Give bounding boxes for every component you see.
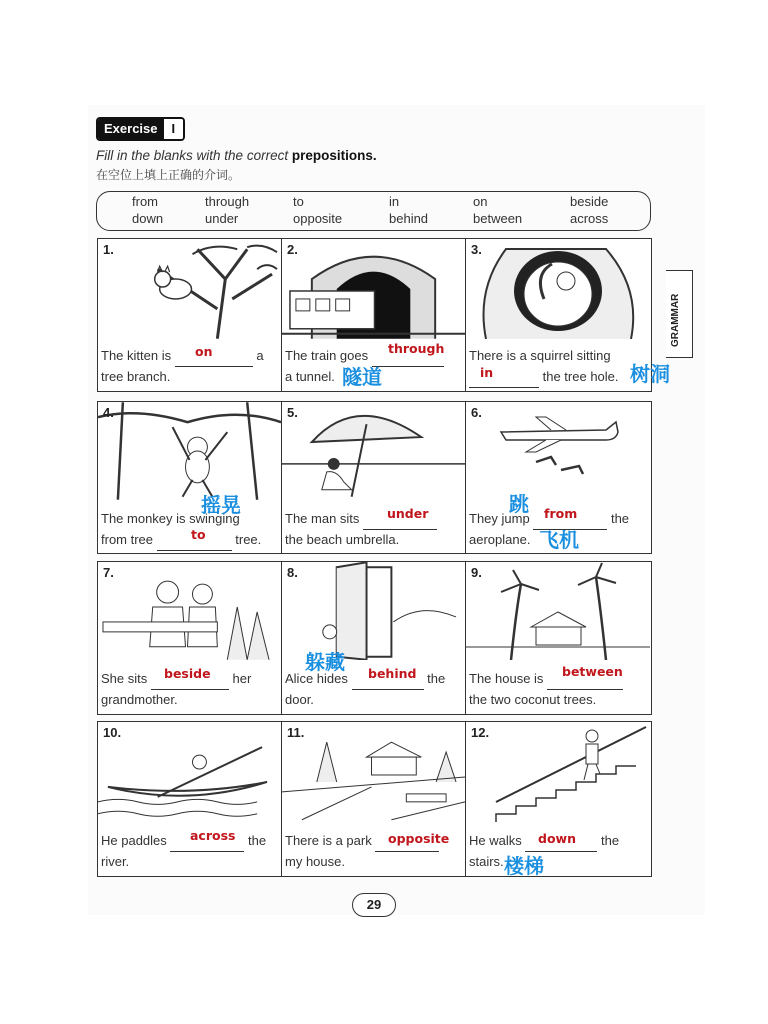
handwritten-answer: from — [544, 506, 578, 521]
item-number: 4. — [103, 405, 114, 420]
exercise-item — [98, 402, 282, 553]
aeroplane-skydivers-illustration — [466, 402, 650, 500]
word-bank-item: down — [132, 211, 164, 226]
side-tab-label: GRAMMAR — [670, 293, 681, 347]
handwritten-answer: beside — [164, 666, 211, 681]
handwritten-answer: to — [191, 527, 206, 542]
item-sentence-line2: grandmother. — [101, 692, 178, 707]
exercise-row-1 — [97, 238, 652, 392]
item-sentence-line1: The monkey is swinging — [101, 511, 240, 526]
item-sentence-line1: They jump the — [469, 508, 629, 530]
item-number: 2. — [287, 242, 298, 257]
page-number: 29 — [352, 893, 396, 917]
exercise-row-3 — [97, 561, 652, 715]
exercise-number: I — [164, 119, 184, 139]
exercise-item — [98, 239, 282, 391]
item-sentence-line2: tree branch. — [101, 369, 171, 384]
item-sentence-line2: my house. — [285, 854, 345, 869]
item-number: 12. — [471, 725, 490, 740]
word-bank-item: on — [473, 194, 488, 209]
girl-beside-grandmother-illustration — [98, 562, 281, 660]
house-between-trees-illustration — [466, 562, 650, 660]
item-sentence-line1: The house is — [469, 668, 623, 690]
instructions-chinese: 在空位上填上正确的介词。 — [96, 168, 241, 182]
train-tunnel-illustration — [282, 239, 465, 339]
item-number: 5. — [287, 405, 298, 420]
item-sentence-line2: stairs. — [469, 854, 504, 869]
kitten-on-branch-illustration — [98, 239, 281, 339]
exercise-item — [282, 239, 466, 391]
boy-walking-down-stairs-illustration — [466, 722, 650, 822]
chinese-note: 树洞 — [630, 362, 670, 386]
item-sentence-line1: Alice hides the — [285, 668, 445, 690]
handwritten-answer: through — [388, 341, 445, 356]
instructions-bold: prepositions. — [291, 148, 377, 163]
item-sentence-line1: He paddles the — [101, 830, 266, 852]
item-sentence-line1: She sits her — [101, 668, 251, 690]
item-sentence-line2: door. — [285, 692, 314, 707]
handwritten-answer: between — [562, 664, 623, 679]
instructions — [96, 148, 377, 163]
exercise-item — [98, 722, 282, 876]
exercise-item — [282, 562, 466, 714]
chinese-note: 飞机 — [539, 528, 579, 552]
item-sentence-line2: the two coconut trees. — [469, 692, 597, 707]
exercise-item — [466, 402, 650, 553]
grammar-side-tab — [666, 270, 693, 358]
exercise-row-2 — [97, 401, 652, 554]
item-sentence-line2: a tunnel. — [285, 369, 335, 384]
word-bank-item: to — [293, 194, 304, 209]
man-paddling-canoe-illustration — [98, 722, 281, 822]
item-sentence-line1: The train goes — [285, 345, 444, 367]
item-number: 9. — [471, 565, 482, 580]
chinese-note: 跳 — [509, 492, 529, 516]
item-sentence-line1: There is a squirrel sitting — [469, 348, 611, 363]
word-bank — [96, 191, 651, 231]
handwritten-answer: behind — [368, 666, 417, 681]
monkey-swinging-illustration — [98, 402, 281, 500]
word-bank-item: behind — [389, 211, 429, 226]
squirrel-tree-hole-illustration — [466, 239, 650, 339]
word-bank-item: beside — [570, 194, 609, 209]
word-bank-item: under — [205, 211, 239, 226]
exercise-item — [466, 722, 650, 876]
item-number: 11. — [287, 725, 305, 740]
item-sentence-line1: There is a park — [285, 830, 439, 852]
item-sentence-line1: The man sits — [285, 508, 437, 530]
exercise-item — [282, 722, 466, 876]
exercise-item — [98, 562, 282, 714]
beach-umbrella-illustration — [282, 402, 465, 500]
exercise-row-4 — [97, 721, 652, 877]
item-number: 10. — [103, 725, 122, 740]
chinese-note: 隧道 — [342, 365, 382, 389]
handwritten-answer: on — [195, 344, 213, 359]
item-sentence-line2: aeroplane. — [469, 532, 531, 547]
item-number: 6. — [471, 405, 482, 420]
item-number: 3. — [471, 242, 482, 257]
item-sentence-line2: from tree tree. — [101, 529, 261, 551]
item-sentence-line1: He walks the — [469, 830, 619, 852]
item-number: 7. — [103, 565, 114, 580]
word-bank-item: across — [570, 211, 609, 226]
exercise-item — [466, 239, 650, 391]
handwritten-answer: down — [538, 831, 576, 846]
word-bank-item: opposite — [293, 211, 343, 226]
exercise-badge — [96, 117, 185, 141]
item-sentence-line2: the beach umbrella. — [285, 532, 400, 547]
word-bank-item: in — [389, 194, 400, 209]
item-sentence-line1: The kitten is a — [101, 345, 264, 367]
word-bank-item: from — [132, 194, 158, 209]
exercise-item — [466, 562, 650, 714]
item-number: 1. — [103, 242, 114, 257]
word-bank-item: through — [205, 194, 250, 209]
instructions-text: Fill in the blanks with the correct — [96, 148, 292, 163]
answer-blank[interactable] — [175, 345, 253, 367]
handwritten-answer: under — [387, 506, 429, 521]
chinese-note: 摇晃 — [201, 493, 241, 517]
item-sentence-line2: the tree hole. — [469, 366, 619, 388]
park-opposite-house-illustration — [282, 722, 465, 822]
chinese-note: 躲藏 — [305, 650, 345, 674]
handwritten-answer: opposite — [388, 831, 450, 846]
handwritten-answer: in — [480, 365, 494, 380]
item-number: 8. — [287, 565, 298, 580]
exercise-label: Exercise — [98, 119, 164, 139]
chinese-note: 楼梯 — [504, 854, 544, 878]
item-sentence-line2: river. — [101, 854, 130, 869]
exercise-item — [282, 402, 466, 553]
word-bank-item: between — [473, 211, 523, 226]
handwritten-answer: across — [190, 828, 236, 843]
